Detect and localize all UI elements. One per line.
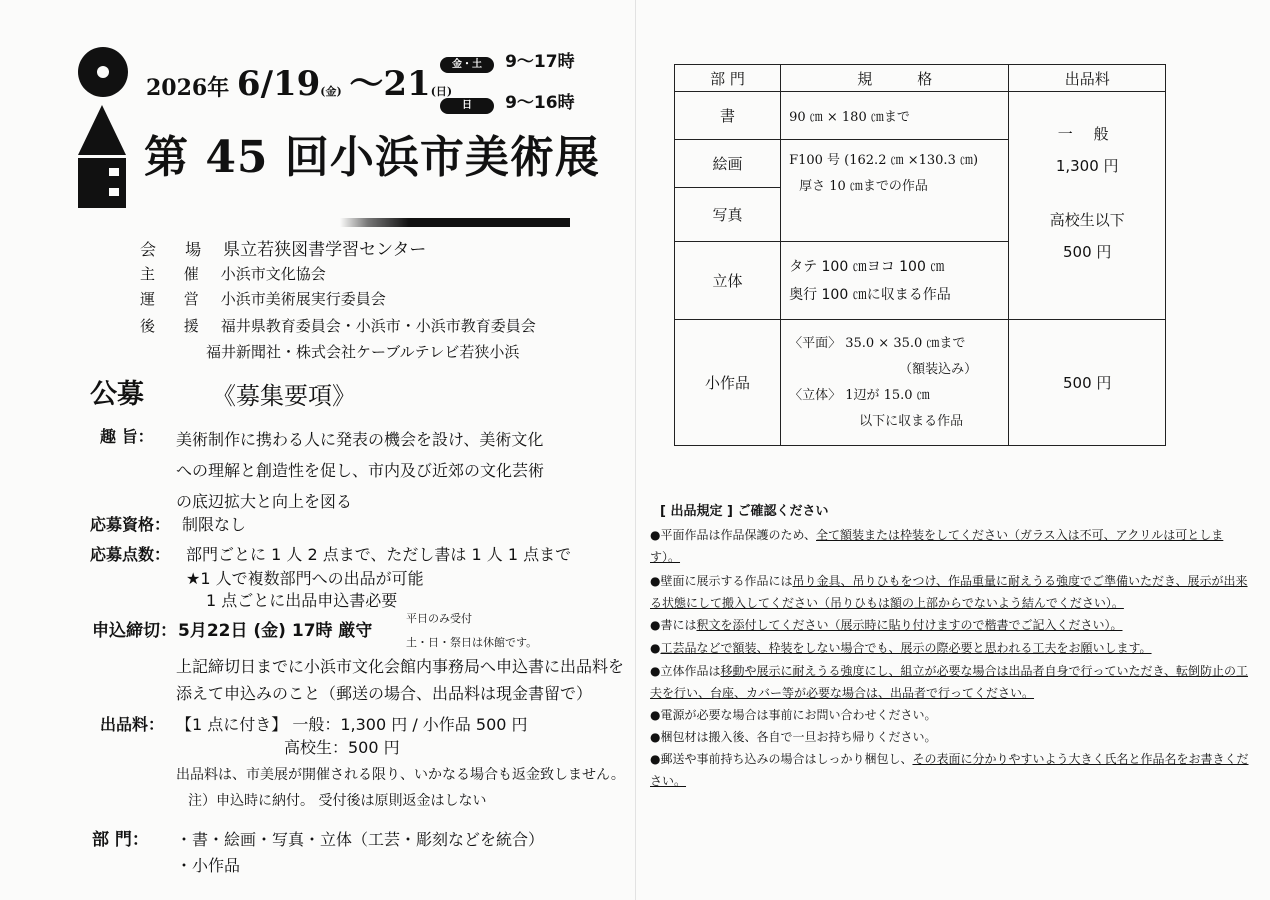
- dept-painting: 絵画: [675, 140, 781, 188]
- info-label: 後 援: [140, 317, 211, 335]
- header-fee: 出品料: [1009, 65, 1166, 92]
- hours-sunday: [440, 88, 575, 114]
- fee-line-1: 【1 点に付き】 一般：1,300 円 / 小作品 500 円: [176, 715, 528, 734]
- rule-item: ●梱包材は搬入後、各自で一旦お持ち帰りください。: [650, 730, 937, 744]
- recruit-subtitle: 《募集要項》: [212, 382, 356, 410]
- logo-triangle-icon: [78, 105, 126, 155]
- department-line-2: ・小作品: [176, 856, 241, 875]
- info-value: 小浜市文化協会: [220, 265, 326, 283]
- hours-weekday: [440, 47, 575, 73]
- spec-line: 厚さ 10 ㎝までの作品: [799, 179, 928, 194]
- header-dept: 部 門: [675, 65, 781, 92]
- info-row-venue: [140, 235, 426, 260]
- deadline-value: 5月22日 (金) 17時 厳守: [178, 621, 373, 641]
- fee-line-2: 高校生：500 円: [284, 738, 400, 757]
- deadline-line-1: 上記締切日までに小浜市文化会館内事務局へ申込書に出品料を: [176, 657, 625, 676]
- badge-sunday: 日: [440, 98, 494, 114]
- hours-weekday-text: 9～17時: [505, 52, 575, 72]
- year: 2026年: [146, 75, 230, 101]
- spec-line: 以下に収まる作品: [859, 413, 964, 429]
- info-label: 運 営: [140, 290, 211, 308]
- info-value: 福井新聞社・株式会社ケーブルテレビ若狭小浜: [206, 343, 520, 361]
- day-end: (日): [430, 85, 453, 98]
- purpose-label: 趣 旨：: [100, 427, 154, 446]
- date-start: 6/19: [236, 64, 321, 104]
- table-row: [675, 320, 1166, 446]
- event-dates: [146, 56, 452, 105]
- rules-title: [ 出品規定 ] ご確認ください: [660, 504, 829, 519]
- eligibility-value: 制限なし: [182, 515, 247, 534]
- fee-small: 500 円: [1009, 320, 1166, 446]
- deadline-note-1: 平日のみ受付: [406, 612, 472, 625]
- count-line-2: ★1 人で複数部門への出品が可能: [186, 569, 424, 588]
- dept-photo: 写真: [675, 188, 781, 242]
- rule-item: ●壁面に展示する作品には吊り金具、吊りひもをつけ、作品重量に耐えうる強度でご準備いただき、展示が出来る状態にして搬入してください（吊りひもは額の上部からでないよう結んでください）。: [650, 574, 1248, 610]
- purpose-text: [176, 424, 544, 517]
- info-row-host: [140, 263, 326, 284]
- spec-line: 〈立体〉 1辺が 15.0 ㎝: [789, 387, 930, 403]
- dept-sculpture: 立体: [675, 242, 781, 320]
- fee-general-value: 1,300 円: [1055, 157, 1119, 175]
- purpose-line: の底辺拡大と向上を図る: [176, 492, 353, 511]
- header-spec: 規 格: [781, 65, 1009, 92]
- info-value: 福井県教育委員会・小浜市・小浜市教育委員会: [220, 317, 536, 335]
- info-row-operation: [140, 288, 386, 309]
- fee-general-cell: [1009, 92, 1166, 320]
- info-row-support: [140, 315, 536, 336]
- rule-item: ●立体作品は移動や展示に耐えうる強度にし、組立が必要な場合は出品者自身で行っていただき、転倒防止の工夫を行い、台座、カバー等が必要な場合は、出品者で行ってください。: [650, 664, 1249, 700]
- right-page: [635, 0, 1270, 900]
- purpose-line: 美術制作に携わる人に発表の機会を設け、美術文化: [176, 430, 544, 449]
- badge-weekday: 金・土: [440, 57, 494, 73]
- fee-general-label: 一 般: [1057, 125, 1117, 143]
- deadline-line-2: 添えて申込みのこと（郵送の場合、出品料は現金書留で）: [176, 684, 593, 703]
- eligibility-label: 応募資格：: [90, 515, 171, 534]
- fee-student-value: 500 円: [1062, 243, 1112, 261]
- deadline-note-2: 土・日・祭日は休館です。: [406, 636, 538, 649]
- table-row: [675, 92, 1166, 140]
- department-line-1: ・書・絵画・写真・立体（工芸・彫刻などを統合）: [176, 830, 545, 849]
- spec-line: タテ 100 ㎝ヨコ 100 ㎝: [789, 258, 945, 275]
- rule-item: ●電源が必要な場合は事前にお問い合わせください。: [650, 708, 937, 722]
- info-label: 会 場: [140, 240, 214, 259]
- info-row-support-2: [206, 341, 519, 362]
- spec-small: [781, 320, 1009, 446]
- spec-sculpture: [781, 242, 1009, 320]
- rule-item: ●書には釈文を添付してください（展示時に貼り付けますので楷書でご記入ください）。: [650, 618, 1123, 632]
- spec-table: [674, 64, 1166, 446]
- department-label: 部 門：: [92, 830, 149, 850]
- dept-calligraphy: 書: [675, 92, 781, 140]
- spec-line: 〈平面〉 35.0 × 35.0 ㎝まで: [789, 335, 966, 351]
- rule-item: ●平面作品は作品保護のため、全て額装または枠装をしてください（ガラス入は不可、アクリルは可とします）。: [650, 528, 1224, 564]
- spec-calligraphy: 90 ㎝ × 180 ㎝まで: [781, 92, 1009, 140]
- rule-item: ●工芸品などで額装、枠装をしない場合でも、展示の際必要と思われる工夫をお願いします。: [650, 641, 1152, 655]
- title-underline: [340, 218, 570, 227]
- dept-small: 小作品: [675, 320, 781, 446]
- spec-line: （額装込み）: [899, 361, 978, 377]
- table-header-row: [675, 65, 1166, 92]
- info-value: 小浜市美術展実行委員会: [220, 290, 386, 308]
- recruit-title: 公募: [90, 379, 144, 410]
- spec-painting: [781, 140, 1009, 242]
- fee-note-2: 注）申込時に納付。 受付後は原則返金はしない: [188, 793, 487, 809]
- fee-note-1: 出品料は、市美展が開催される限り、いかなる場合も返金致しません。: [176, 767, 625, 783]
- deadline-label: 申込締切：: [92, 621, 177, 641]
- logo-circle-icon: [78, 47, 128, 97]
- count-label: 応募点数：: [90, 545, 171, 564]
- day-start: (金): [320, 85, 342, 98]
- count-line-1: 部門ごとに 1 人 2 点まで、ただし書は 1 人 1 点まで: [186, 545, 572, 564]
- fee-student-label: 高校生以下: [1049, 211, 1125, 229]
- spec-line: F100 号 (162.2 ㎝ ×130.3 ㎝): [789, 153, 979, 168]
- spec-line: 奥行 100 ㎝に収まる作品: [789, 286, 951, 303]
- logo-square-icon: [78, 158, 126, 208]
- fee-label: 出品料：: [100, 715, 165, 734]
- info-value: 県立若狭図書学習センター: [223, 240, 427, 260]
- date-end: ～21: [349, 64, 431, 104]
- hours-sunday-text: 9～16時: [505, 93, 575, 113]
- purpose-line: への理解と創造性を促し、市内及び近郊の文化芸術: [176, 461, 545, 480]
- info-label: 主 催: [140, 265, 211, 283]
- count-line-3: 1 点ごとに出品申込書必要: [206, 591, 398, 610]
- exhibition-title: 第 45 回小浜市美術展: [144, 132, 600, 183]
- rule-item: ●郵送や事前持ち込みの場合はしっかり梱包し、その表面に分かりやすいよう大きく氏名と作品名をお書きください。: [650, 752, 1249, 788]
